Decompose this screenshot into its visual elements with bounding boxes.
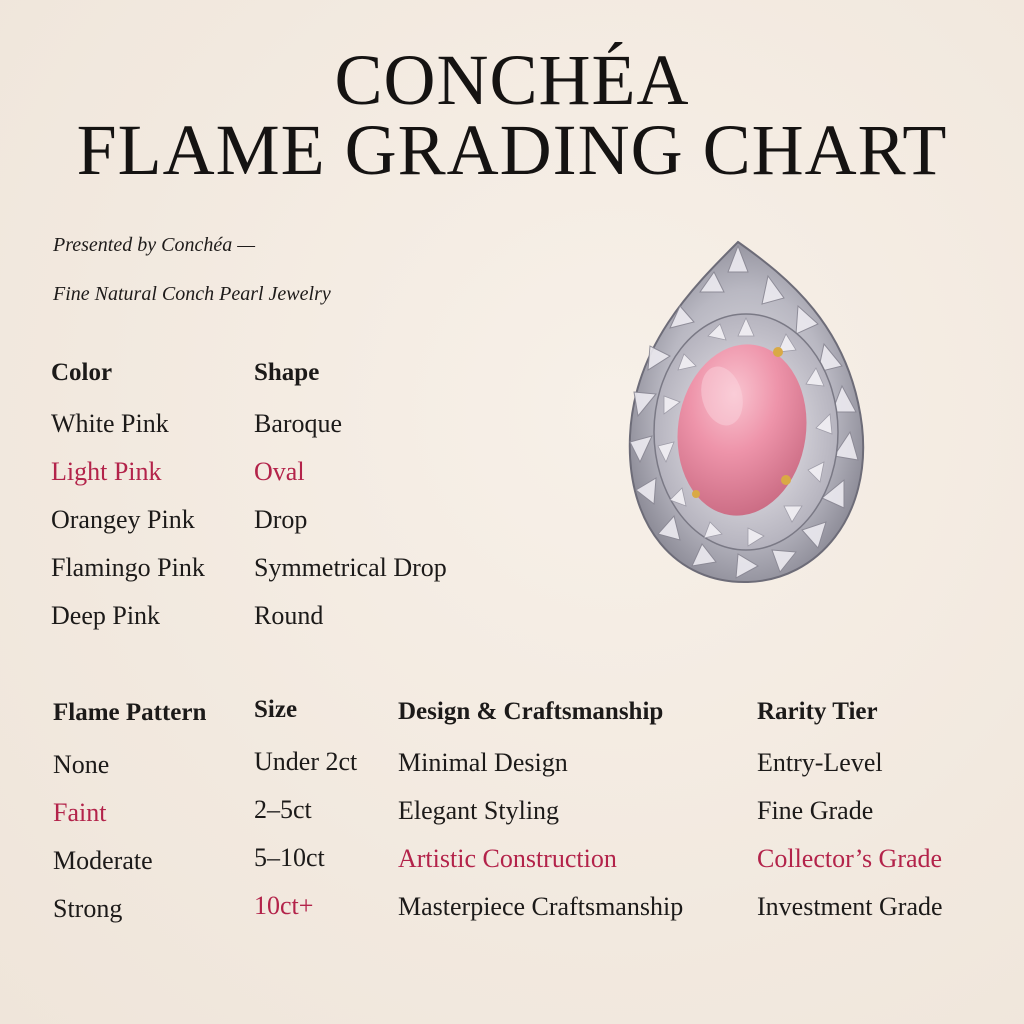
flame-column bbox=[53, 699, 207, 923]
color-item: White Pink bbox=[51, 409, 169, 438]
shape-column bbox=[254, 359, 447, 630]
color-item-highlighted: Light Pink bbox=[51, 457, 162, 486]
color-item: Deep Pink bbox=[51, 601, 161, 630]
design-item: Masterpiece Craftsmanship bbox=[398, 892, 684, 921]
shape-item: Round bbox=[254, 601, 324, 630]
design-item: Elegant Styling bbox=[398, 796, 560, 825]
shape-item-highlighted: Oval bbox=[254, 457, 305, 486]
rarity-item: Entry-Level bbox=[757, 748, 883, 777]
design-item-highlighted: Artistic Construction bbox=[398, 844, 617, 873]
subtitle-tagline: Fine Natural Conch Pearl Jewelry bbox=[53, 283, 331, 305]
color-item: Orangey Pink bbox=[51, 505, 195, 534]
brand-title: CONCHÉA bbox=[334, 40, 690, 120]
rarity-item-highlighted: Collector’s Grade bbox=[757, 844, 943, 873]
rarity-item: Investment Grade bbox=[757, 892, 943, 921]
color-header: Color bbox=[51, 359, 113, 386]
conch-pearl-ring-image bbox=[618, 236, 878, 588]
shape-item: Baroque bbox=[254, 409, 343, 438]
size-item: 2–5ct bbox=[254, 795, 312, 824]
size-item: 5–10ct bbox=[254, 843, 325, 872]
shape-header: Shape bbox=[254, 359, 320, 386]
design-column bbox=[398, 698, 684, 921]
color-item: Flamingo Pink bbox=[51, 553, 205, 582]
flame-item: None bbox=[53, 750, 110, 779]
flame-item: Strong bbox=[53, 894, 123, 923]
size-column bbox=[254, 696, 358, 920]
size-item: Under 2ct bbox=[254, 747, 358, 776]
size-header: Size bbox=[254, 696, 298, 723]
size-item-highlighted: 10ct+ bbox=[254, 891, 314, 920]
flame-item: Moderate bbox=[53, 846, 153, 875]
rarity-column bbox=[757, 698, 943, 921]
rarity-header: Rarity Tier bbox=[757, 698, 878, 725]
rarity-item: Fine Grade bbox=[757, 796, 874, 825]
flame-item-highlighted: Faint bbox=[53, 798, 107, 827]
subtitle-presented-by: Presented by Conchéa — bbox=[53, 234, 255, 256]
design-item: Minimal Design bbox=[398, 748, 568, 777]
shape-item: Drop bbox=[254, 505, 308, 534]
shape-item: Symmetrical Drop bbox=[254, 553, 447, 582]
flame-header: Flame Pattern bbox=[53, 699, 207, 726]
color-column bbox=[51, 359, 205, 630]
chart-title: FLAME GRADING CHART bbox=[76, 110, 948, 190]
design-header: Design & Craftsmanship bbox=[398, 698, 664, 725]
